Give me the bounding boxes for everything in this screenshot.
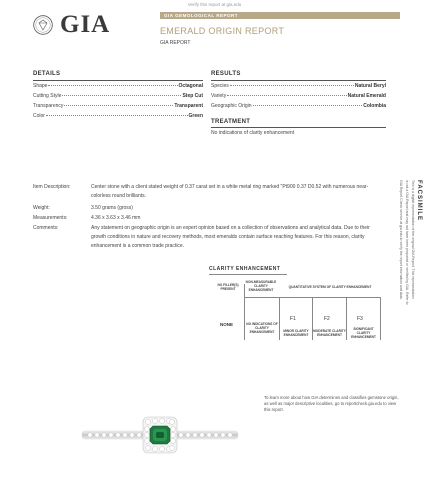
- details-row-transparency: [33, 103, 203, 113]
- report-subtitle: GIA REPORT: [160, 40, 191, 46]
- item-description-row: [33, 183, 381, 201]
- row-label: Shape: [33, 83, 48, 89]
- facsimile-line-1: This is a digital representation of the original GIA Report. This representation: [411, 180, 415, 299]
- ce-f1-label: F1: [290, 316, 296, 322]
- ce-non-measurable-label: NON-MEASURABLE CLARITY ENHANCEMENT: [245, 280, 277, 292]
- row-label: Species: [211, 83, 229, 89]
- info-text: To learn more about how GIA determines and classifies gemstone origin, as well as major descriptive localities, go to reportcheck.gia.edu to view this report.: [264, 395, 399, 412]
- dot-leader: [227, 95, 346, 96]
- weight-row: [33, 204, 381, 213]
- report-title: EMERALD ORIGIN REPORT: [160, 26, 285, 36]
- item-description-value: Center stone with a client stated weight of 0.37 carat set in a white metal ring marked "Pt900 0.37 D0.52 with numerous near-colorless round brilliants.: [91, 184, 369, 199]
- row-label: Transparency: [33, 103, 64, 109]
- ce-significant-label: SIGNIFICANT CLARITY ENHANCEMENT: [351, 327, 376, 339]
- ce-none-label: NONE: [220, 322, 234, 327]
- ce-no-filler-label: NO FILLER(S) PRESENT: [217, 283, 239, 291]
- measurements-row: [33, 214, 381, 223]
- ring-photo: [60, 395, 260, 475]
- facsimile-notice: [392, 180, 422, 330]
- gia-logo: [33, 12, 110, 37]
- details-row-color: [33, 113, 203, 123]
- ce-divider-5: [380, 297, 381, 340]
- row-label: Cutting Style: [33, 93, 62, 99]
- ce-f2-label: F2: [324, 316, 330, 322]
- details-row-shape: [33, 83, 203, 93]
- weight-value: 3.50 grams (gross): [91, 205, 133, 211]
- row-label: Color: [33, 113, 45, 119]
- row-value: Natural Emerald: [347, 93, 386, 99]
- row-value: Transparent: [174, 103, 203, 109]
- dot-leader: [48, 85, 177, 86]
- details-rule: [33, 80, 203, 81]
- clarity-enhancement-title: CLARITY ENHANCEMENT: [209, 266, 281, 272]
- gia-seal-icon: [33, 15, 53, 35]
- logo-text: GIA: [60, 11, 111, 38]
- row-label: Geographic Origin: [211, 103, 252, 109]
- measurements-label: Measurements:: [33, 215, 68, 221]
- ce-no-indications-label: NO INDICATIONS OF CLARITY ENHANCEMENT: [246, 322, 278, 334]
- dot-leader: [230, 85, 354, 86]
- results-row-species: [211, 83, 386, 93]
- details-row-cutting-style: [33, 93, 203, 103]
- facsimile-title: FACSIMILE: [416, 180, 422, 222]
- ce-f3-label: F3: [357, 316, 363, 322]
- row-value: Natural Beryl: [354, 83, 386, 89]
- row-value: Green: [188, 113, 203, 119]
- treatment-text: No indications of clarity enhancement: [211, 130, 295, 136]
- dot-leader: [253, 105, 363, 106]
- row-value: Colombia: [363, 103, 386, 109]
- row-value: Step Cut: [182, 93, 203, 99]
- measurements-value: 4.36 x 3.63 x 3.46 mm: [91, 215, 141, 221]
- ce-moderate-label: MODERATE CLARITY ENHANCEMENT: [313, 329, 346, 337]
- item-description-label: Item Description:: [33, 184, 71, 190]
- verify-line[interactable]: Verify this report at gia.edu: [187, 2, 242, 7]
- comments-row: [33, 224, 381, 251]
- ce-title-rule: [209, 274, 287, 275]
- treatment-rule: [211, 127, 386, 128]
- treatment-heading: TREATMENT: [211, 119, 251, 125]
- dot-leader: [62, 95, 181, 96]
- results-row-geographic-origin: [211, 103, 386, 113]
- ce-minor-label: MINOR CLARITY ENHANCEMENT: [283, 329, 309, 337]
- comments-label: Comments:: [33, 225, 59, 231]
- results-row-variety: [211, 93, 386, 103]
- row-value: Octagonal: [178, 83, 203, 89]
- results-rule: [211, 80, 386, 81]
- results-heading: RESULTS: [211, 71, 241, 77]
- facsimile-line-2: is not a GIA Report and may not have been prepared or verified by GIA. Refer to: [405, 180, 409, 305]
- facsimile-line-3: GIA Report Check service at gia.edu to verify the report information and data.: [399, 180, 403, 300]
- dot-leader: [64, 105, 173, 106]
- report-header-bar: GIA GEMOLOGICAL REPORT: [160, 12, 400, 19]
- row-label: Variety: [211, 93, 227, 99]
- dot-leader: [46, 115, 188, 116]
- comments-value: Any statement on geographic origin is an expert opinion based on a collection of observations and analytical data. Due to their growth conditions in nature and recovery methods, most emeralds contain surface reaching features. For this reason, clarity enhancement is a common trade practice.: [91, 225, 370, 249]
- weight-label: Weight:: [33, 205, 50, 211]
- details-heading: DETAILS: [33, 71, 61, 77]
- ce-quantitative-label: QUANTITATIVE SYSTEM OF CLARITY ENHANCEMENT: [288, 285, 372, 289]
